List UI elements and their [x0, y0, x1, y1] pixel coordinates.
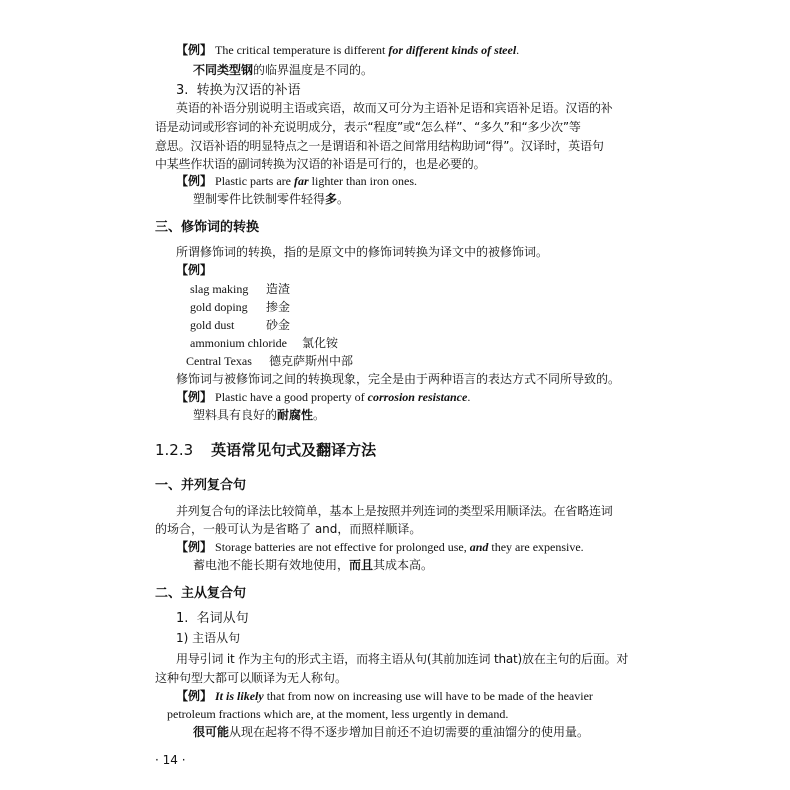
subheading-1: 1. 名词从句 [176, 611, 249, 626]
section-heading-3: 三、修饰词的转换 [155, 220, 260, 235]
paragraph-line: 所谓修饰词的转换，指的是原文中的修饰词转换为译文中的被修饰词。 [176, 245, 549, 259]
section-heading-1: 一、并列复合句 [155, 478, 247, 493]
glossary-item: Central Texas 德克萨斯州中部 [186, 354, 354, 368]
page-number: · 14 · [155, 753, 186, 767]
example-2-en: 【例】 Plastic parts are far lighter than iron ones. [176, 174, 417, 188]
paragraph-line: 意思。汉语补语的明显特点之一是谓语和补语之间常用结构助词“得”。汉译时，英语句 [155, 139, 604, 153]
example-4-en: 【例】 Storage batteries are not effective for prolonged use, and they are expensive. [176, 540, 584, 554]
example-2-zh: 塑制零件比铁制零件轻得多。 [193, 192, 350, 206]
paragraph-line: 语是动词或形容词的补充说明成分，表示“程度”或“怎么样”、“多久”和“多少次”等 [155, 120, 581, 134]
example-5-zh: 很可能从现在起将不得不逐步增加目前还不迫切需要的重油馏分的使用量。 [193, 725, 590, 739]
example-marker: 【例】 [176, 689, 213, 703]
paragraph-line: 并列复合句的译法比较简单，基本上是按照并列连词的类型采用顺译法。在省略连词 [176, 504, 613, 518]
subheading-3: 3. 转换为汉语的补语 [176, 83, 301, 98]
section-heading-2: 二、主从复合句 [155, 586, 247, 601]
paragraph-line: 用导引词 it 作为主句的形式主语，而将主语从句(其前加连词 that)放在主句的后面。对 [176, 652, 629, 666]
glossary-item: ammonium chloride 氯化铵 [190, 336, 339, 350]
paragraph-line: 英语的补语分别说明主语或宾语，故而又可分为主语补足语和宾语补足语。汉语的补 [176, 101, 613, 115]
paragraph-line: 修饰词与被修饰词之间的转换现象，完全是由于两种语言的表达方式不同所导致的。 [176, 372, 621, 386]
example-5-en-line2: petroleum fractions which are, at the moment, less urgently in demand. [167, 707, 509, 721]
example-marker: 【例】 [176, 540, 213, 554]
glossary-item: gold doping 掺金 [190, 300, 291, 314]
example-marker: 【例】 [176, 174, 213, 188]
glossary-item: slag making 造渣 [190, 282, 291, 296]
example-marker: 【例】 [176, 43, 213, 57]
chapter-heading-1-2-3: 1.2.3 英语常见句式及翻译方法 [155, 441, 377, 459]
paragraph-line: 中某些作状语的副词转换为汉语的补语是可行的，也是必要的。 [155, 157, 486, 171]
example-marker: 【例】 [176, 263, 213, 277]
example-1-en: 【例】 The critical temperature is different for different kinds of steel. [176, 43, 520, 57]
example-4-zh: 蓄电池不能长期有效地使用，而且其成本高。 [193, 558, 434, 572]
example-1-zh: 不同类型钢的临界温度是不同的。 [193, 63, 374, 77]
example-3-en: 【例】 Plastic have a good property of corrosion resistance. [176, 390, 471, 404]
glossary-item: gold dust 砂金 [190, 318, 291, 332]
paragraph-line: 的场合，一般可认为是省略了 and，而照样顺译。 [155, 522, 422, 536]
example-5-en: 【例】 It is likely that from now on increasing use will have to be made of the heavier [176, 689, 593, 703]
example-marker: 【例】 [176, 390, 213, 404]
paragraph-line: 这种句型大都可以顺译为无人称句。 [155, 671, 348, 685]
sub-subheading: 1) 主语从句 [176, 631, 241, 645]
example-3-zh: 塑料具有良好的耐腐性。 [193, 408, 326, 422]
